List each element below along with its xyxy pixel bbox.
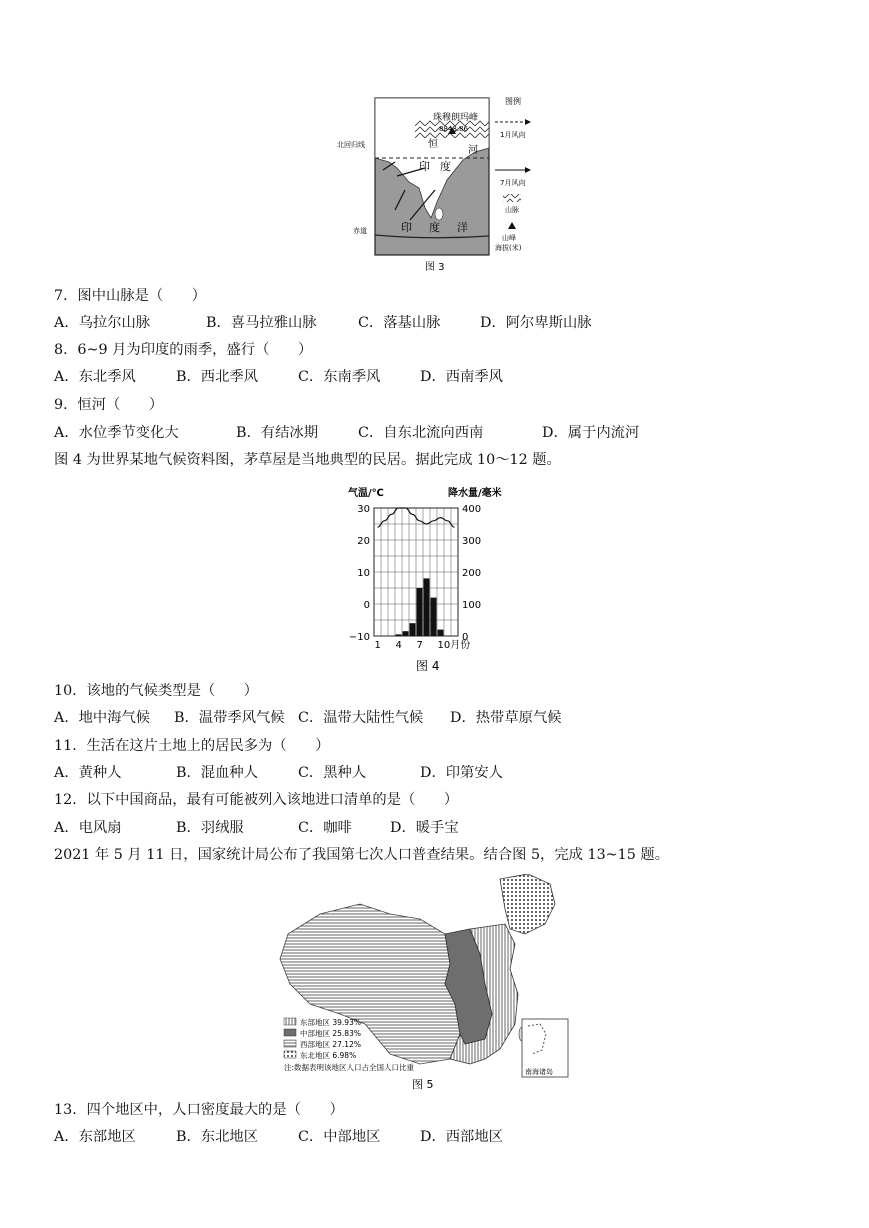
y-right-tick: 300 <box>462 536 482 547</box>
y-right-tick: 400 <box>462 504 482 515</box>
inset-label: 南海诸岛 <box>525 1068 553 1076</box>
river-label: 河 <box>468 145 478 156</box>
figure-4-climate-chart <box>340 480 520 676</box>
y-right-ticks <box>462 504 481 643</box>
option-a[interactable]: A．水位季节变化大 <box>54 425 179 441</box>
question-12-options <box>54 819 459 837</box>
x-ticks <box>375 639 471 651</box>
option-b[interactable]: B．西北季风 <box>176 369 258 385</box>
tropic-label: 北回归线 <box>337 141 365 149</box>
precip-bar <box>403 631 409 636</box>
figure-3 <box>335 90 540 275</box>
y-left-ticks <box>349 504 370 643</box>
ocean-label: 印 <box>401 221 412 234</box>
option-b[interactable]: B．温带季风气候 <box>174 710 285 726</box>
y-right-tick: 100 <box>462 600 482 611</box>
chart-grid <box>374 508 458 636</box>
option-d[interactable]: D．暖手宝 <box>390 820 459 836</box>
y-right-tick: 0 <box>462 632 469 643</box>
equator-label: 赤道 <box>353 227 367 235</box>
precip-bar <box>417 588 423 636</box>
option-a[interactable]: A．乌拉尔山脉 <box>54 315 151 331</box>
option-c[interactable]: C．落基山脉 <box>358 315 441 331</box>
y-right-tick: 200 <box>462 568 482 579</box>
y-left-tick: −10 <box>348 632 370 643</box>
option-c[interactable]: C．黑种人 <box>298 765 367 781</box>
option-d[interactable]: D．属于内流河 <box>542 425 640 441</box>
option-b[interactable]: B．有结冰期 <box>236 425 318 441</box>
figure-caption: 图 5 <box>412 1078 434 1091</box>
precip-bar <box>431 598 437 636</box>
question-9-stem: 9．恒河（ ） <box>54 397 164 413</box>
precip-bar <box>424 578 430 636</box>
northeast-region <box>500 874 555 934</box>
option-d[interactable]: D．印第安人 <box>420 765 503 781</box>
legend-west: 西部地区 27.12% <box>300 1040 361 1049</box>
y-left-tick: 20 <box>357 536 370 547</box>
question-10-stem: 10．该地的气候类型是（ ） <box>54 683 259 699</box>
country-label: 度 <box>440 160 451 173</box>
legend-note: 注:数据表明该地区人口占全国人口比重 <box>284 1063 415 1072</box>
question-10-options <box>54 709 562 727</box>
figure-caption: 图 3 <box>425 262 445 273</box>
option-a[interactable]: A．黄种人 <box>54 765 122 781</box>
option-d[interactable]: D．西南季风 <box>420 369 503 385</box>
option-c[interactable]: C．东南季风 <box>298 369 381 385</box>
question-8-options <box>54 368 503 386</box>
question-8-stem: 8．6~9 月为印度的雨季，盛行（ ） <box>54 342 313 358</box>
option-c[interactable]: C．咖啡 <box>298 820 352 836</box>
option-b[interactable]: B．东北地区 <box>176 1129 258 1145</box>
option-d[interactable]: D．热带草原气候 <box>450 710 562 726</box>
legend-peak-height: 海拔(米) <box>495 244 522 252</box>
y-right-label: 降水量/毫米 <box>448 488 502 499</box>
figure-5-intro: 2021 年 5 月 11 日，国家统计局公布了我国第七次人口普查结果。结合图 5，完成 13~15 题。 <box>54 847 669 863</box>
figure-4-intro: 图 4 为世界某地气候资料图，茅草屋是当地典型的民居。据此完成 10～12 题。 <box>54 452 561 468</box>
question-7-options <box>54 314 592 332</box>
option-a[interactable]: A．地中海气候 <box>54 710 151 726</box>
question-12-stem: 12．以下中国商品，最有可能被列入该地进口清单的是（ ） <box>54 792 459 808</box>
peak-name: 珠穆朗玛峰 <box>433 113 479 123</box>
figure-5-china-map <box>270 874 600 1094</box>
x-tick: 4 <box>395 640 402 651</box>
question-11-stem: 11．生活在这片土地上的居民多为（ ） <box>54 738 330 754</box>
precip-bar <box>396 634 402 636</box>
precip-bar <box>410 623 416 636</box>
option-b[interactable]: B．喜马拉雅山脉 <box>206 315 317 331</box>
question-11-options <box>54 764 503 782</box>
precip-bar <box>438 630 444 636</box>
legend-jul-wind: 7月风向 <box>500 179 526 187</box>
x-tick: 7 <box>416 640 423 651</box>
question-9-options <box>54 424 639 442</box>
question-7-stem: 7．图中山脉是（ ） <box>54 288 207 304</box>
question-13-options <box>54 1128 503 1146</box>
option-a[interactable]: A．电风扇 <box>54 820 122 836</box>
sri-lanka <box>435 208 443 220</box>
legend-central: 中部地区 25.83% <box>300 1029 361 1038</box>
option-b[interactable]: B．混血种人 <box>176 765 258 781</box>
ocean-label: 洋 <box>457 221 468 234</box>
option-b[interactable]: B．羽绒服 <box>176 820 244 836</box>
river-label: 恒 <box>428 139 438 150</box>
legend-title: 图例 <box>505 97 521 106</box>
option-d[interactable]: D．阿尔卑斯山脉 <box>480 315 592 331</box>
peak-height: 8848.86 <box>439 125 468 133</box>
legend-peak: 山峰 <box>502 234 516 242</box>
option-d[interactable]: D．西部地区 <box>420 1129 503 1145</box>
x-tick: 10月份 <box>437 640 471 651</box>
y-left-tick: 10 <box>357 568 370 579</box>
option-a[interactable]: A．东北季风 <box>54 369 136 385</box>
country-label: 印 <box>419 160 430 173</box>
option-a[interactable]: A．东部地区 <box>54 1129 136 1145</box>
figure-caption: 图 4 <box>416 659 440 673</box>
legend-mountain: 山脉 <box>505 206 519 214</box>
y-left-tick: 0 <box>363 600 370 611</box>
legend-east: 东部地区 39.93% <box>300 1018 361 1027</box>
y-left-tick: 30 <box>357 504 370 515</box>
question-13-stem: 13．四个地区中，人口密度最大的是（ ） <box>54 1102 344 1118</box>
option-c[interactable]: C．中部地区 <box>298 1129 381 1145</box>
ocean-label: 度 <box>429 221 440 234</box>
x-tick: 1 <box>374 640 381 651</box>
legend-northeast: 东北地区 6.98% <box>300 1051 357 1060</box>
option-c[interactable]: C．自东北流向西南 <box>358 425 484 441</box>
y-left-label: 气温/℃ <box>348 488 384 499</box>
option-c[interactable]: C．温带大陆性气候 <box>298 710 424 726</box>
legend-jan-wind: 1月风向 <box>500 131 526 139</box>
